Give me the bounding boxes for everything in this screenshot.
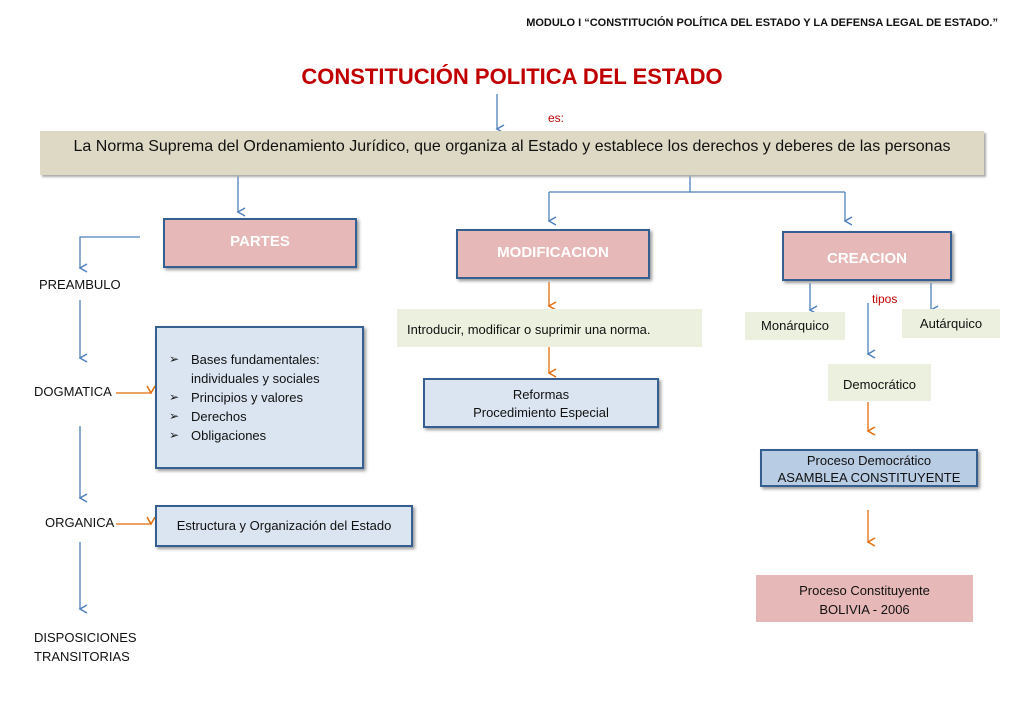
reformas-line1: Reformas [512, 387, 570, 402]
bullet-bases: ➢ Bases fundamentales: individuales y sociales [169, 350, 352, 388]
modificacion-title: MODIFICACION [497, 244, 609, 261]
constituyente-line2: BOLIVIA - 2006 [819, 602, 910, 617]
proceso-line1: Proceso Democrático [806, 453, 932, 468]
reformas-line2: Procedimiento Especial [473, 405, 609, 420]
autarquico-box: Autárquico [902, 309, 1000, 338]
branch-modificacion-creacion [549, 174, 690, 192]
bullet-principios: ➢ Principios y valores [169, 388, 352, 407]
dogmatica-bullets-box [155, 326, 364, 469]
dogmatica-label: DOGMATICA [34, 384, 112, 399]
reformas-box [423, 378, 659, 428]
definition-box: La Norma Suprema del Ordenamiento Jurídico, que organiza al Estado y establece los derechos y deberes de las personas [40, 131, 984, 175]
constituyente-line1: Proceso Constituyente [799, 583, 930, 598]
bullet-derechos: ➢ Derechos [169, 407, 352, 426]
dogmatica-bullet-list [169, 350, 352, 445]
tipos-label: tipos [872, 292, 898, 306]
modificacion-desc-box [397, 309, 702, 347]
organica-box: Estructura y Organización del Estado [155, 505, 413, 547]
es-label: es: [548, 111, 565, 125]
creacion-title: CREACION [826, 250, 907, 267]
preambulo-label: PREAMBULO [39, 277, 121, 292]
proceso-constituyente-box [756, 575, 973, 622]
proceso-line2: ASAMBLEA CONSTITUYENTE [777, 470, 961, 485]
module-header: MODULO I “CONSTITUCIÓN POLÍTICA DEL ESTADO Y LA DEFENSA LEGAL DE ESTADO.” [526, 17, 998, 29]
democratico-box: Democrático [828, 364, 931, 401]
creacion-box [782, 231, 952, 281]
partes-to-preambulo [80, 237, 140, 268]
modificacion-box [456, 229, 650, 279]
disposiciones-label: DISPOSICIONES TRANSITORIAS [34, 630, 137, 664]
page-title: CONSTITUCIÓN POLITICA DEL ESTADO [301, 64, 723, 89]
proceso-democratico-box [760, 449, 978, 487]
monarquico-box: Monárquico [745, 312, 845, 340]
partes-title: PARTES [230, 233, 290, 250]
modificacion-desc: Introducir, modificar o suprimir una norma. [407, 322, 651, 337]
partes-box [163, 218, 357, 268]
bullet-obligaciones: ➢ Obligaciones [169, 426, 352, 445]
organica-label: ORGANICA [45, 515, 115, 530]
